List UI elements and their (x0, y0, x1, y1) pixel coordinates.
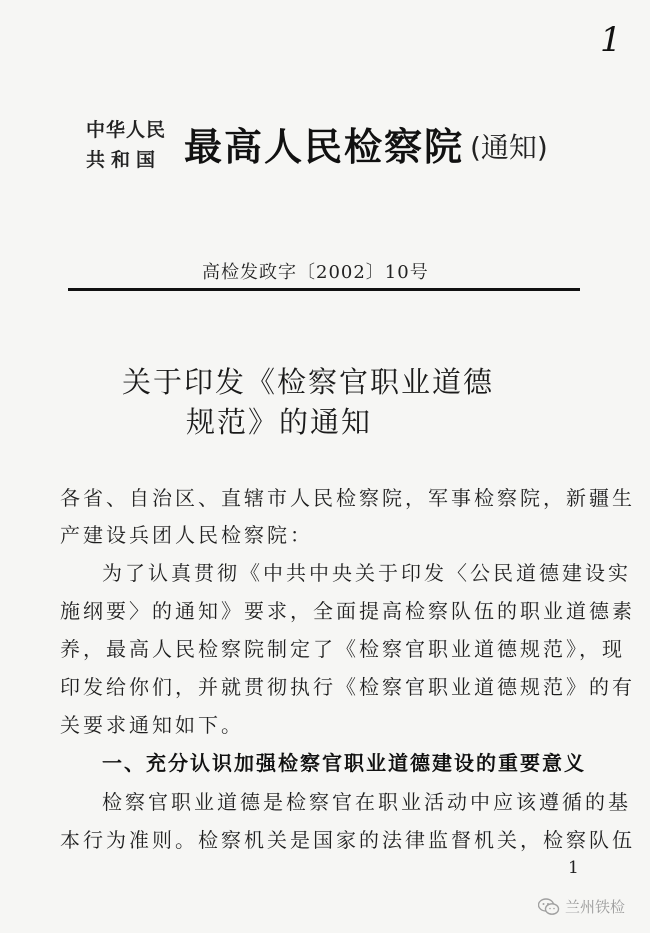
document-title-line2: 规范》的通知 (186, 405, 373, 439)
document-number: 高检发政字〔2002〕10号 (202, 262, 429, 283)
corner-page-mark: 1 (600, 20, 622, 60)
body-line: 施纲要〉的通知》要求，全面提高检察队伍的职业道德素 (60, 599, 635, 623)
section-heading: 一、充分认识加强检察官职业道德建设的重要意义 (102, 751, 586, 775)
body-line: 关要求通知如下。 (60, 713, 244, 737)
wechat-icon (538, 898, 560, 916)
body-line: 为了认真贯彻《中共中央关于印发〈公民道德建设实 (102, 561, 631, 585)
watermark-text: 兰州铁检 (565, 898, 626, 916)
body-line: 印发给你们，并就贯彻执行《检察官职业道德规范》的有 (60, 675, 635, 699)
body-line: 检察官职业道德是检察官在职业活动中应该遵循的基 (102, 790, 631, 814)
document-type-label: (通知) (470, 131, 548, 164)
issuer-country-line2: 共和国 (86, 149, 162, 171)
header-divider (68, 288, 580, 291)
issuer-name: 最高人民检察院 (184, 125, 465, 169)
body-line: 产建设兵团人民检察院： (60, 523, 313, 547)
page-number: 1 (568, 858, 579, 878)
body-line: 各省、自治区、直辖市人民检察院，军事检察院，新疆生 (60, 486, 635, 510)
body-line: 养，最高人民检察院制定了《检察官职业道德规范》，现 (60, 637, 625, 661)
issuer-country-line1: 中华人民 (86, 119, 167, 141)
document-title-line1: 关于印发《检察官职业道德 (122, 365, 495, 399)
body-line: 本行为准则。检察机关是国家的法律监督机关，检察队伍 (60, 828, 635, 852)
source-watermark (538, 896, 625, 917)
